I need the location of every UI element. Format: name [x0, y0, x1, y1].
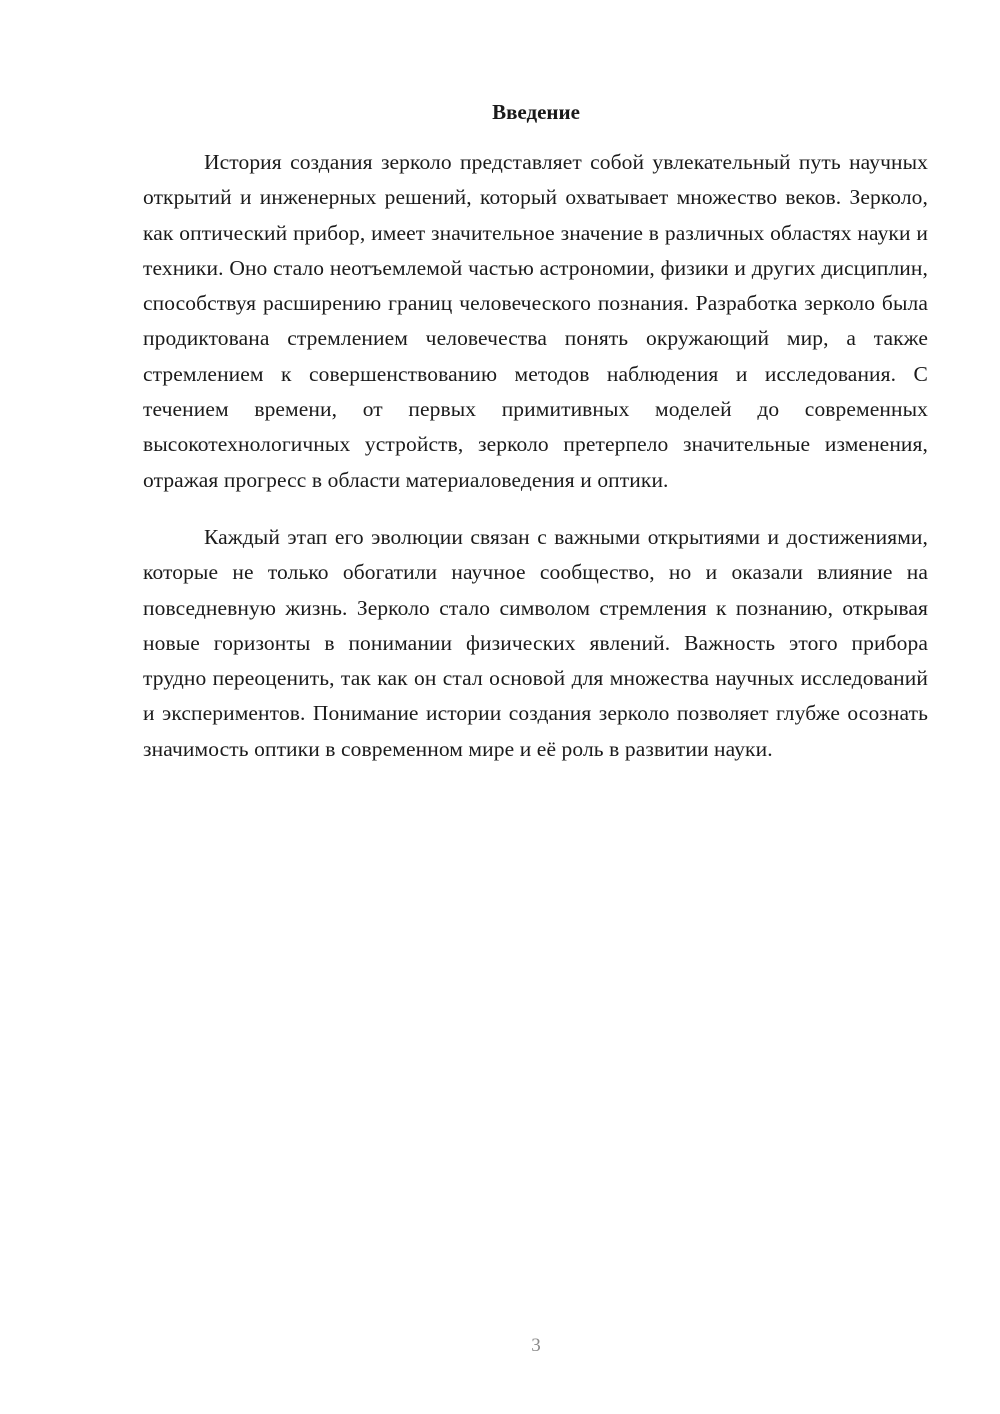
paragraph-2: Каждый этап его эволюции связан с важными открытиями и достижениями, которые не только обогатили научное сообщество, но и оказали влияние на повседневную жизнь. Зерколо стало символом стремления к познанию, открывая новые горизонты в понимании физических явлений. Важность этого прибора трудно переоценить, так как он стал основой для множества научных исследований и экспериментов. Понимание истории создания зерколо позволяет глубже осознать значимость оптики в современном мире и её роль в развитии науки.: [143, 524, 928, 761]
paragraph-1: История создания зерколо представляет собой увлекательный путь научных открытий и инженерных решений, который охватывает множество веков. Зерколо, как оптический прибор, имеет значительное значение в различных областях науки и техники. Оно стало неотъемлемой частью астрономии, физики и других дисциплин, способствуя расширению границ человеческого познания. Разработка зерколо была продиктована стремлением человечества понять окружающий мир, а также стремлением к совершенствованию методов наблюдения и исследования. С течением времени, от первых примитивных моделей до современных высокотехнологичных устройств, зерколо претерпело значительные изменения, отражая прогресс в области материаловедения и оптики.: [143, 150, 928, 492]
section-heading: Введение: [492, 100, 580, 124]
document-body: [143, 145, 928, 767]
page-number: 3: [531, 1335, 541, 1356]
